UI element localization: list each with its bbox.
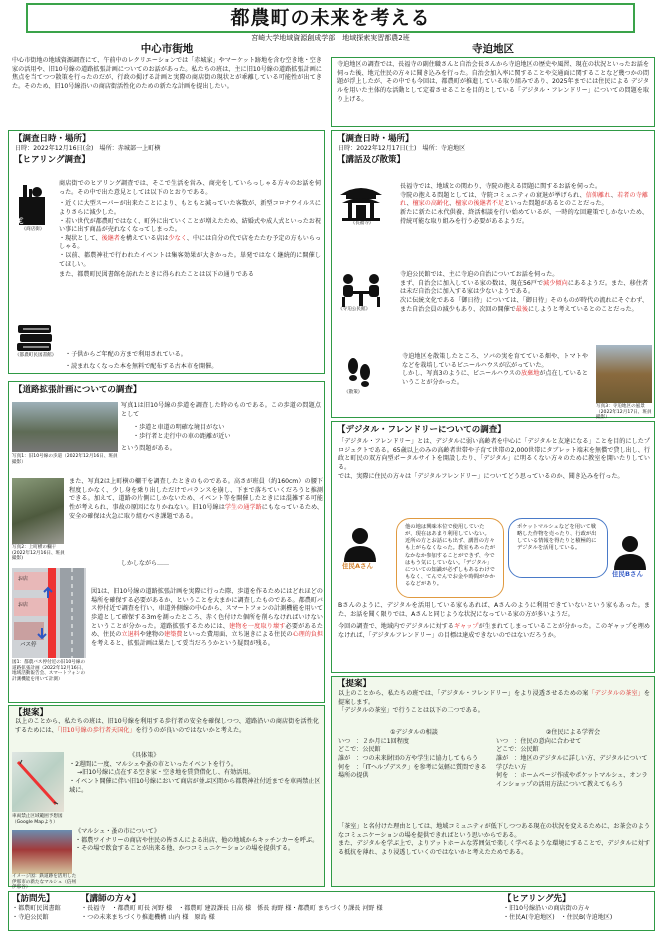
- road-p2: また、写真2は上町横の欄干を調査したときのものである。高さが班員（約160cm）の腰下程度しかなく、少し身を乗り出しただけでバランスを崩し、下まで落ちていくだろうと推測できる。加えて、道路の片側にしかないため、イベント等を開催したときには混雑する可能性が考えられ、事故の原因になりかねない。: [69, 478, 323, 511]
- digital-heading: 【デジタル・フレンドリーについての調査】: [337, 425, 506, 435]
- road-p1: 写真1は旧10号線の歩道を調査した時のものである。この歩道の問題点として: [121, 402, 321, 418]
- photo2-caption: 写真2：上町横の欄干(2022年12月16日、班員撮影): [12, 545, 65, 561]
- road-p3: 図1は、旧10号線の道路拡張計画を実際に行った際、歩道を作るためにはどれほどの場所を確保する必要があるか、ということを大まかに調査したものである。都農町バス停付近で調査を行い、車道外側線の中心から、スマートフォンの計測機能を用いて歩道として確保する3mを測ったところ、赤く色付けた個所を削らなければいけないということが分かった。道路拡張するためには、建物を一度取り壊す必要があるため、住民の立退料や建物の建築費といった費用面、立ち退きによる住民の心理的負担を考えると、拡張計画は果たして妥当だろうかという疑問が残る。: [91, 588, 324, 647]
- left-proposal-heading: 【提案】: [14, 708, 49, 718]
- shop-label-1: お店: [18, 576, 29, 582]
- study-where: どこで：公民館: [496, 746, 539, 754]
- left-proposal-text: 以上のことから、私たちの班は、旧10号線を利用する歩行者の安全を確保しつつ、道路沿いの商店街を活性化するためには、「旧10号線の歩行者天国化」を行うのが良いのではないかと考えた。: [15, 718, 319, 734]
- temple-p1: 長福寺では、地域との関わり、寺院の抱える問題に関するお話を伺った。: [400, 183, 602, 190]
- marche-caption: イメージ図：鉄道跡を活用した伊那市の新たなマルシェ（信州 伊那谷）: [12, 874, 77, 890]
- temple-icon: [338, 185, 386, 227]
- left-proposal-box: [8, 705, 325, 890]
- consult-what: 何を ：「ITヘルプデスク」を参考に気軽に質問できる場所の提供: [338, 763, 487, 780]
- right-proposal-p4: また、デジタルを学ぶ上で、よりアットホームな雰囲気で楽しく学べるような環境にすることで、デジタルに対する抵抗を薄れ、より浸透していくのではないかと考えたためである。: [338, 840, 650, 856]
- resident-b-name: 住民Bさん: [612, 570, 643, 578]
- consult-who: 誰が ：つの未来財団の方や学生に協力してもらう: [338, 754, 479, 762]
- walk-p2: しかし、写真3のように、ビニールハウスの放棄地が点在しているということが分かった。: [402, 370, 589, 386]
- hearing-list-1: ・旧10号線沿いの商店街の方々: [503, 905, 590, 913]
- road-p1b: という問題がある。: [121, 444, 176, 452]
- photo-sidewalk: [12, 402, 118, 452]
- right-proposal-box: [331, 676, 655, 887]
- temple-caption: 《長福寺》: [350, 221, 374, 226]
- lecturers-2: ・つの未来まちづくり推進機構 山内 様 原島 様: [81, 913, 215, 921]
- resident-a-name: 住民Aさん: [342, 562, 374, 570]
- marche-2: ・その場で飲食することが出来る他、かつコミュニケーションの場を提供する。: [75, 845, 295, 853]
- meeting-p2: まず、自治会に加入している家の数は、現在56戸で減少傾向にあるようだ。また、移住者は未だ自治会に加入する家は少ないようである。: [400, 279, 649, 296]
- left-survey-box: [8, 130, 325, 374]
- footer-box: [8, 891, 655, 931]
- photo1-caption: 写真1：旧10号線の歩道（2022年12月16日、班員撮影）: [12, 454, 118, 465]
- poster-title: 都農町の未来を考える: [26, 3, 635, 33]
- concrete-1: ・2週間に一度、マルシェや蚤の市といったイベントを行う。: [69, 760, 238, 768]
- talk-heading: 【講話及び散策】: [337, 154, 406, 165]
- right-proposal-p1: 以上のことから、私たちの班では、「デジタル・フレンドリー」をより浸透させるための案「デジタルの茶室」を提案します。: [338, 690, 650, 706]
- temple-p2: 寺院の抱える問題としては、寺院コミュニティの衰退が挙げられ、信仰離れ、若者の寺離れ、檀家の高齢化、檀家の後継者不足といった問題があるとのことだった。: [400, 191, 648, 208]
- survey-date: 日時：2022年12月16日(金) 場所：赤城部一上町横: [15, 145, 161, 153]
- marche-1: ・都農ワイナリーの商店や住民の皆さんによる出店、他の地域からキッチンカーを呼ぶ。: [75, 836, 319, 844]
- study-who: 誰が ：地区のデジタルに詳しい方、デジタルについて学びたい方: [496, 754, 648, 771]
- consult-when: いつ ：２か月に1回程度: [338, 737, 409, 745]
- right-intro: 寺迫地区の調査では、長福寺の副住職さんと自治会長さんから寺迫地区の歴史や風習、現在の状況といったお話を伺った後、地元住民の方々に聞き込みを行った。自治会加入率に関することや交通面に関することなど幾つかの問題が浮上したが、その中でも今回は、都農町が推進している取り組みであり、2025年までには住民による デジタルを用いた主体的な活動として定着させることを目的としている「デジタル・フレンドリー」についての問題を取り上げる。: [337, 61, 649, 103]
- shop-label-2: お店: [18, 602, 29, 608]
- resident-a-avatar: [342, 526, 382, 571]
- concrete-2: ・イベント開催に伴い旧10号線において商店が並ぶ区間から都農神社付近までを車両禁止区域に。: [69, 777, 321, 794]
- library-point-1: ・子供からご年配の方まで利用されている。: [65, 351, 187, 358]
- meeting-icon: [338, 273, 390, 313]
- resident-a-bubble: 他の地は興味本位で使用していたが、現在はあまり利用していない。近所の方とお話にも出ず、講習の方々も上がらなくなった。教室もあったがなかなか参加することができず、今ではもう気にしていない。「デジタル」についての知識が必ずしもあるわけでもなく、てんでんでお金や時間がかかるなどがあり。: [396, 518, 504, 598]
- opinion-2: ・若い世代が都農町ではなく、町外に出ていくことが増えたため、結婚式や成人式といったお祝い事に出す商品が売れなくなってしまった。: [59, 217, 321, 234]
- digital-p4: 今回の調査で、地域内でデジタルに対するギャップが生まれてしまっていることが分かった。このギャップを埋めなければ、「デジタルフレンドリー」の目標は達成できないのではないだろうか。: [338, 623, 651, 639]
- shop-caption: 《商店街》: [21, 227, 45, 232]
- lecturers-heading: 【講師の方々】: [81, 894, 141, 904]
- left-heading: 中心市街地: [140, 43, 194, 55]
- walk-p1: 寺迫地区を散策したところ、ソバの実を育てている畑や、トマトやなどを栽培しているビニールハウスが広がっていた。: [402, 353, 588, 369]
- hearing-list-2: ・住民A(寺迫地区) ・住民B(寺迫地区): [503, 913, 613, 921]
- right-proposal-heading: 【提案】: [337, 679, 372, 689]
- visit-2: ・寺迫公民館: [12, 913, 49, 921]
- right-proposal-p3: 「茶室」と名付けた理由としては、地域コミュニティが低下しつつある現在の状況を変えるために、お茶会のようなコミュニケーションの場を提供できればという思いからである。: [338, 823, 650, 839]
- consult-where: どこで：公民館: [338, 746, 381, 754]
- study-when: いつ ：住民の意向に合わせて: [496, 737, 582, 745]
- digital-p2: では、実際に住民の方々は「デジタルフレンドリー」についてどう思っているのか、聞き込みを行った。: [338, 472, 624, 480]
- figure-road-plan: [12, 568, 86, 658]
- road-heading: 【道路拡張計画についての調査】: [14, 385, 142, 395]
- map-caption: 車両禁止区域範囲予想図（Google Mapより）: [12, 814, 63, 825]
- svg-text:€: €: [18, 217, 24, 227]
- study-what: 何を ：ホームページ作成やポケットマルシェ、オンラインショップの活用方法について教えてもらう: [496, 772, 648, 788]
- library-caption: 《都農町民図書館》: [15, 353, 57, 358]
- left-road-box: 【道路拡張計画についての調査】 写真1：旧10号線の歩道（2022年12月16日、班員撮影） 写真1は旧10号線の歩道を調査した時のものである。この歩道の問題点として ・歩道と車道の明確な境目がない ・歩行者と走行中の車の距離が近い という問題がある。 写真2：上町横の欄干(2022年12月16日、班員撮影) また、写真2は上町横の欄干を調査したときのものである。高さが班員（約160cm）の腰下程度しかなく、少し身を乗り出しただけでバランスを崩し、下まで落ちていくだろうと推測できる。加えて、道路の片側にしかないため、イベント等を開催したときには混雑する可能性が考えられ、事故の原因になりかねない。旧10号線は学生の通学路にもなっているため、安全の確保は火急に取り組むべき課題である。 しかしながら…… お店 お店 バス停 図1：都農バス停付近の旧10号線の道路拡張計画（2022年12月16日、地域活動報告会、スマートフォンの計測機能を用いて計測） 図1は、旧10号線の道路拡張計画を実際に行った際、歩道を作るためにはどれほどの場所を確保する必要があるか、ということを大まかに調査したものである。都農町バス停付近で調査を行い、車道外側線の中心から、スマートフォンの計測機能を用いて歩道として確保する3mを測ったところ、赤く色付けた個所を削らなければいけないということが分かった。道路拡張するためには、建物を一度取り壊す必要があるため、住民の立退料や建物の建築費といった費用面、立ち退きによる住民の心理的負担を考えると、拡張計画は果たして妥当だろうかという疑問が残る。: [8, 381, 325, 703]
- right-heading: 寺迫地区: [472, 43, 514, 55]
- study-title: ②住民による学習会: [545, 729, 601, 736]
- digital-p1: 「デジタル・フレンドリー」とは、デジタルに弱い高齢者を中心に「デジタルと友達になる」ことを目的にしたプロジェクトである。65歳以上のみの高齢者世帯や子育て世帯の2,000世帯にタブレット端末を無償で貸し出し、行政と町民の双方向型ポータルサイトを開設したり、「デジタル」に明るくない方々のために教室を開いたりしている。: [338, 438, 650, 471]
- left-intro: 中心市街地の地域資源調査にて、午前中のレクリエーションでは「赤城家」やマーケット跡地を含む空き地・空き家の活用や、旧10号線の道路拡張計画についてのお話があった。私たちの班は、主に旧10号線の道路拡張計画に焦点を当てつつ散策を行ったのだが、行政の掲げる計画と実際の商店街の現状とが乖離している可能性が出てきた。そのため、旧10号線沿いの商店街活性化のための新たな計画を提出したい。: [12, 57, 322, 90]
- hearing-list-heading: 【ヒアリング先】: [503, 894, 571, 904]
- opinion-4: ・以前、都農神社で行われたイベントは集客効果が大きかった。単発ではなく継続的に開催してほしい。: [59, 252, 321, 268]
- books-icon: [15, 323, 57, 359]
- shopping-bag-icon: [15, 183, 51, 233]
- map-no-vehicle: [12, 752, 64, 812]
- resident-b-bubble: ポケットマルシェなどを用いて戦略した作物を売ったり、行政が出している情報を得たりと積極的にデジタルを活用している。: [508, 518, 608, 578]
- marche-heading: 《マルシェ・蚤の市について》: [75, 828, 160, 835]
- photo-greenhouse: [596, 345, 652, 403]
- footprints-icon: [344, 356, 384, 396]
- library-intro: また、都農町民図書館を訪れたときに得られたことは以下の通りである: [59, 271, 254, 279]
- right-survey-date: 日時：2022年12月17日(土) 場所：寺迫地区: [338, 145, 466, 153]
- hearing-heading: 【ヒアリング調査】: [14, 154, 90, 165]
- digital-box: [331, 421, 655, 673]
- right-intro-box: [331, 57, 655, 127]
- road-problem-1: ・歩道と車道の明確な境目がない: [133, 424, 225, 432]
- road-problem-2: ・歩行者と走行中の車の距離が近い: [133, 432, 231, 440]
- meeting-caption: 《寺迫公民館》: [338, 307, 371, 312]
- concrete-1b: →旧10号線に点在する空き家・空き地を賃貸借化し、有効活用。: [77, 769, 255, 777]
- temple-p3: 新たに新たに永代供養、終活相談を行い始めているが、一時的な回避策でしかないため、持続可能な取り組みを行う必要があるようだ。: [400, 208, 648, 225]
- bus-stop-label: バス停: [20, 642, 37, 648]
- resident-b-avatar: [612, 534, 652, 579]
- visit-1: ・都農町民図書館: [12, 905, 61, 913]
- concrete-heading: 《具体策》: [129, 752, 160, 759]
- photo-railing: [12, 478, 64, 544]
- visit-heading: 【訪問先】: [12, 894, 55, 904]
- however-note: しかしながら……: [121, 560, 170, 567]
- photo-marche: [12, 830, 72, 874]
- library-point-2: ・読まれなくなった本を無料で配布する古本市を開催。: [65, 362, 218, 370]
- meeting-p3: 次に伝統文化である「御日待」については、「御日待」そのものが時代の流れにそぐわず、また自治会員の減少もあり、次回の開催で最後にしようと考えているとのことだった。: [400, 296, 648, 313]
- walk-caption: 《散策》: [344, 390, 363, 395]
- hearing-intro: 商店街でのヒアリング調査では、そこで生活を営み、商売をしていらっしゃる方々のお話を伺った。その中で出た意見としては以下のとおりである。: [59, 180, 321, 196]
- digital-p3: Bさんのように、デジタルを活用している家もあれば、Aさんのように利用できていないという家もあった。また、お話を聞く限りでは、Aさんと同じような状況になっている家の方が多いようだ。: [338, 602, 650, 618]
- photo3-caption: 写真3：寺迫地区の風景（2022年12月17日、班員撮影）: [596, 404, 652, 420]
- right-survey-box: [331, 130, 655, 418]
- meeting-p1: 寺迫公民館では、主に寺迫の自治についてお話を伺った。: [400, 271, 559, 278]
- opinion-1: ・近くに大型スーパーが出来たことにより、もともと減っていた客数が、新型コロナウイルスによりさらに減少した。: [59, 200, 321, 216]
- survey-heading: 【調査日時・場所】: [14, 134, 91, 144]
- right-survey-heading: 【調査日時・場所】: [337, 134, 414, 144]
- poster-subtitle: 宮崎大学地域資源創成学部 地域探索実習都農2班: [251, 34, 410, 42]
- lecturers-1: ・長福寺 ・都農町 町長 河野 様 ・都農町 建設課長 日高 様 係長 海野 様・都農町 まちづくり課長 河野 様: [81, 905, 383, 913]
- figure1-caption: 図1：都農バス停付近の旧10号線の道路拡張計画（2022年12月16日、地域活動報告会、スマートフォンの計測機能を用いて計測）: [12, 660, 86, 682]
- consult-title: ①デジタルの相談: [390, 729, 438, 736]
- opinion-3: ・現状として、後継者を構えている店は少なく、中には自分の代で店をたたむ予定の方もいらっしゃる。: [59, 234, 322, 251]
- right-proposal-p2: 「デジタルの茶室」で行うことは以下の二つである。: [338, 707, 484, 715]
